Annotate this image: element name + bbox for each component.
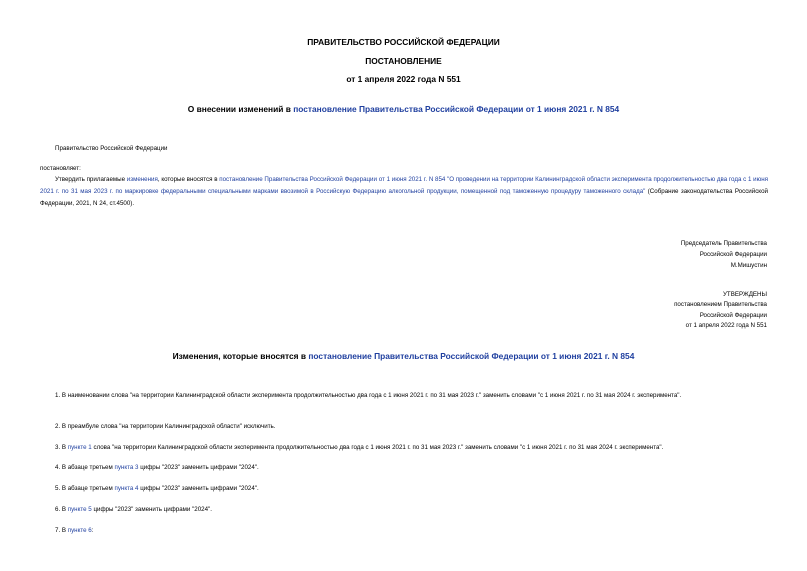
point-3-link[interactable]: пункта 3 (114, 464, 139, 471)
approval-date: от 1 апреля 2022 года N 551 (685, 322, 767, 329)
resolves-line: постановляет: (40, 165, 81, 172)
changes-link[interactable]: изменения (126, 176, 158, 183)
government-line: Правительство Российской Федерации (55, 145, 168, 152)
item-text: 4. В абзаце третьем (55, 464, 115, 471)
change-item-7 (40, 525, 768, 537)
change-item-2: 2. В преамбуле слова "на территории Калининградской области" исключить. (55, 423, 276, 430)
item-text: цифры "2023" заменить цифрами "2024". (91, 506, 212, 513)
point-6-link[interactable]: пункте 6 (67, 527, 92, 534)
changes-title-prefix: Изменения, которые вносятся в (172, 351, 309, 361)
item-text: цифры "2023" заменить цифрами "2024". (138, 485, 259, 492)
signature-position: Председатель Правительства (680, 240, 767, 247)
item-text: слова "на территории Калининградской области эксперимента продолжительностью два года с 1 июня 2021 г. по 31 мая 2023 г." заменить словами "с 1 июня 2021 г. по 31 мая 2024 г. эксперимента". (91, 444, 664, 451)
signature-position-2: Российской Федерации (699, 251, 767, 258)
change-item-4 (40, 462, 768, 474)
point-1-link[interactable]: пункте 1 (67, 444, 92, 451)
point-5-link[interactable]: пункте 5 (67, 506, 92, 513)
item-text: 7. В (55, 527, 68, 534)
org-heading: ПРАВИТЕЛЬСТВО РОССИЙСКОЙ ФЕДЕРАЦИИ (307, 37, 500, 47)
changes-title (0, 351, 807, 361)
approval-line-2: постановлением Правительства (674, 301, 767, 308)
change-item-5 (40, 483, 768, 495)
item-text: : (91, 527, 94, 534)
paragraph-text: Утвердить прилагаемые (55, 176, 127, 183)
item-text: 5. В абзаце третьем (55, 485, 115, 492)
document-title (0, 104, 807, 114)
item-text: цифры "2023" заменить цифрами "2024". (138, 464, 259, 471)
paragraph-text: , которые вносятся в (157, 176, 220, 183)
approval-line-3: Российской Федерации (699, 312, 767, 319)
changes-title-link[interactable]: постановление Правительства Российской Федерации от 1 июня 2021 г. N 854 (308, 351, 635, 361)
doc-type-heading: ПОСТАНОВЛЕНИЕ (365, 56, 442, 66)
document-title-link[interactable]: постановление Правительства Российской Федерации от 1 июня 2021 г. N 854 (293, 104, 620, 114)
change-item-3 (40, 442, 768, 454)
item-text: 3. В (55, 444, 68, 451)
change-item-1: 1. В наименовании слова "на территории Калининградской области эксперимента продолжительностью два года с 1 июня 2021 г. по 31 мая 2023 г." заменить словами "с 1 июня 2021 г. по 31 мая 2024 г. эксперимента". (55, 392, 682, 399)
change-item-6 (40, 504, 768, 516)
approval-heading: УТВЕРЖДЕНЫ (723, 291, 767, 298)
signature-name: М.Мишустин (730, 262, 767, 269)
resolution-paragraph (40, 174, 768, 210)
paragraph-text: (Собрание законодательства Российской Федерации, 2021, N 24, ст.4500). (40, 188, 768, 207)
resolution-854-link[interactable]: постановление Правительства Российской Федерации от 1 июня 2021 г. N 854 "О проведении на территории Калининградской области эксперимента продолжительностью два года с 1 июня 2021 г. по 31 мая 2023 г. по маркировке федеральными специальными марками ввозимой в Российскую Федерацию алкогольной продукции, помещенной под таможенную процедуру таможенного склада" (40, 176, 768, 195)
document-title-prefix: О внесении изменений в (187, 104, 294, 114)
point-4-link[interactable]: пункта 4 (114, 485, 139, 492)
item-text: 6. В (55, 506, 68, 513)
date-number-heading: от 1 апреля 2022 года N 551 (346, 74, 461, 84)
